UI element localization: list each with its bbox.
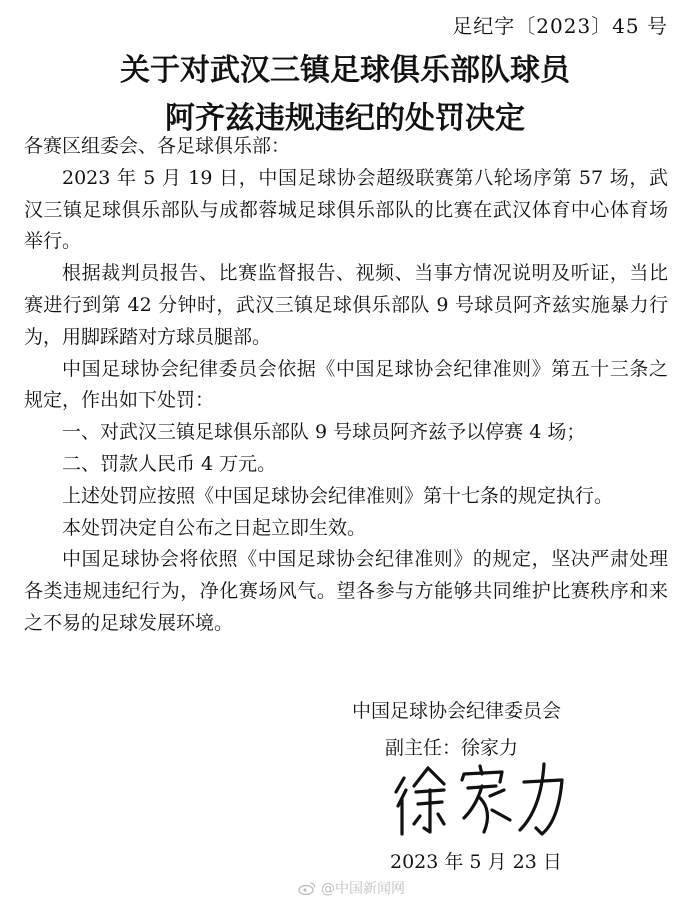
watermark-text: @中国新闻网	[321, 881, 405, 897]
document-number: 足纪字〔2023〕45 号	[452, 14, 668, 38]
paragraph-incident: 根据裁判员报告、比赛监督报告、视频、当事方情况说明及听证，当比赛进行到第 42 分钟时，武汉三镇足球俱乐部队 9 号球员阿齐兹实施暴力行为，用脚踩踏对方球员腿部。	[24, 262, 668, 348]
paragraph-statement: 中国足球协会将依照《中国足球协会纪律准则》的规定，坚决严肃处理各类违规违纪行为，净化赛场风气。望各参与方能够共同维护比赛秩序和来之不易的足球发展环境。	[24, 548, 668, 634]
penalty-item-suspension: 一、对武汉三镇足球俱乐部队 9 号球员阿齐兹予以停赛 4 场；	[62, 421, 586, 444]
title-line-2: 阿齐兹违规违纪的处罚决定	[165, 101, 525, 136]
document-date: 2023 年 5 月 23 日	[390, 851, 562, 873]
weibo-icon	[298, 881, 316, 895]
paragraph-effective: 本处罚决定自公布之日起立即生效。	[62, 516, 367, 539]
signing-organization: 中国足球协会纪律委员会	[352, 700, 562, 722]
paragraph-execution: 上述处罚应按照《中国足球协会纪律准则》第十七条的规定执行。	[62, 484, 614, 507]
salutation: 各赛区组委会、各足球俱乐部：	[24, 135, 291, 157]
signer-title: 副主任：徐家力	[385, 737, 519, 759]
paragraph-basis: 中国足球协会纪律委员会依据《中国足球协会纪律准则》第五十三条之规定，作出如下处罚：	[24, 357, 668, 412]
penalty-item-fine: 二、罚款人民币 4 万元。	[62, 452, 277, 475]
title-line-1: 关于对武汉三镇足球俱乐部队球员	[120, 53, 570, 88]
paragraph-match-info: 2023 年 5 月 19 日，中国足球协会超级联赛第八轮场序第 57 场，武汉三镇足球俱乐部队与成都蓉城足球俱乐部队的比赛在武汉体育中心体育场举行。	[24, 166, 668, 253]
source-watermark	[298, 878, 405, 898]
document-title	[0, 47, 690, 143]
handwritten-signature	[392, 760, 592, 840]
document-body	[24, 131, 668, 640]
